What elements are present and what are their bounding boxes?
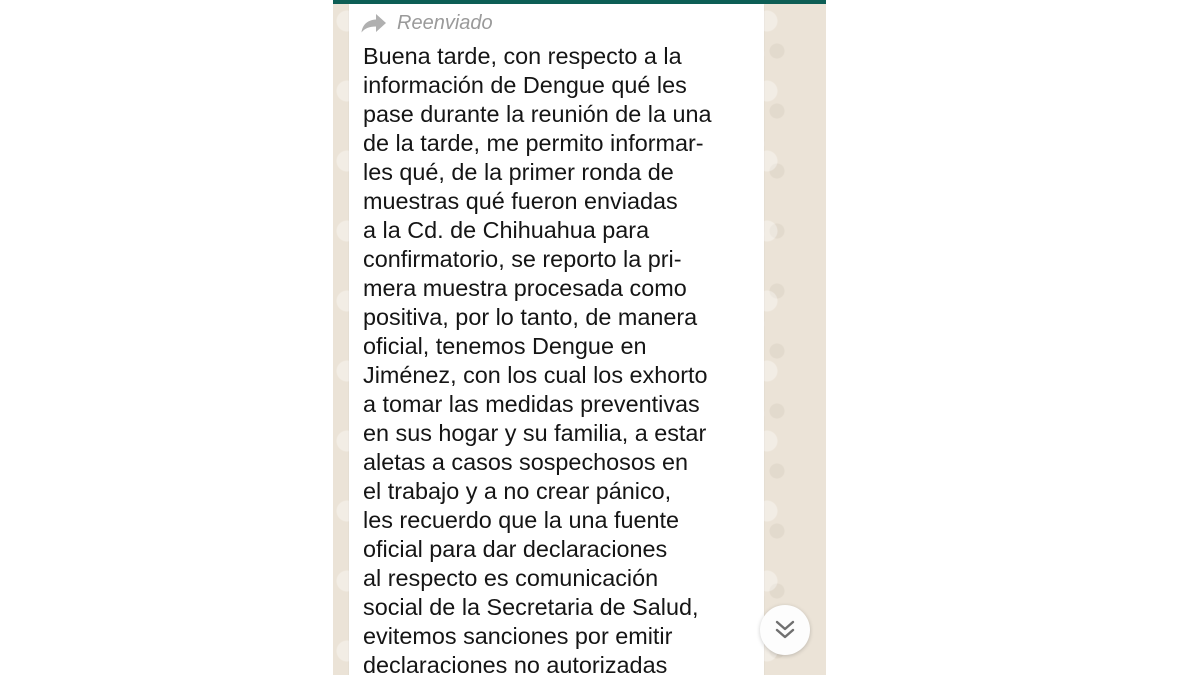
double-chevron-down-icon	[773, 619, 797, 641]
message-line: al respecto es comunicación	[363, 565, 659, 591]
scroll-to-bottom-button[interactable]	[760, 605, 810, 655]
message-bubble[interactable]	[349, 4, 764, 675]
message-line: positiva, por lo tanto, de manera	[363, 304, 698, 330]
message-line: declaraciones no autorizadas	[363, 652, 668, 675]
message-line: oficial, tenemos Dengue en	[363, 333, 647, 359]
message-line: en sus hogar y su familia, a estar	[363, 420, 707, 446]
message-line: muestras qué fueron enviadas	[363, 188, 678, 214]
message-line: mera muestra procesada como	[363, 275, 687, 301]
forward-arrow-icon	[361, 13, 387, 33]
message-line: de la tarde, me permito informar-	[363, 130, 704, 156]
message-line: información de Dengue qué les	[363, 72, 687, 98]
forwarded-label: Reenviado	[397, 11, 493, 34]
message-line: Buena tarde, con respecto a la	[363, 43, 682, 69]
message-line: les recuerdo que la una fuente	[363, 507, 680, 533]
message-line: les qué, de la primer ronda de	[363, 159, 674, 185]
message-line: a tomar las medidas preventivas	[363, 391, 700, 417]
message-text	[363, 42, 755, 675]
message-line: social de la Secretaria de Salud,	[363, 594, 699, 620]
message-line: aletas a casos sospechosos en	[363, 449, 689, 475]
message-line: confirmatorio, se reporto la pri-	[363, 246, 682, 272]
message-line: evitemos sanciones por emitir	[363, 623, 673, 649]
chat-screen	[333, 0, 826, 675]
message-line: oficial para dar declaraciones	[363, 536, 668, 562]
message-line: Jiménez, con los cual los exhorto	[363, 362, 708, 388]
message-line: el trabajo y a no crear pánico,	[363, 478, 672, 504]
message-line: pase durante la reunión de la una	[363, 101, 712, 127]
forwarded-indicator	[361, 11, 493, 35]
message-line: a la Cd. de Chihuahua para	[363, 217, 650, 243]
